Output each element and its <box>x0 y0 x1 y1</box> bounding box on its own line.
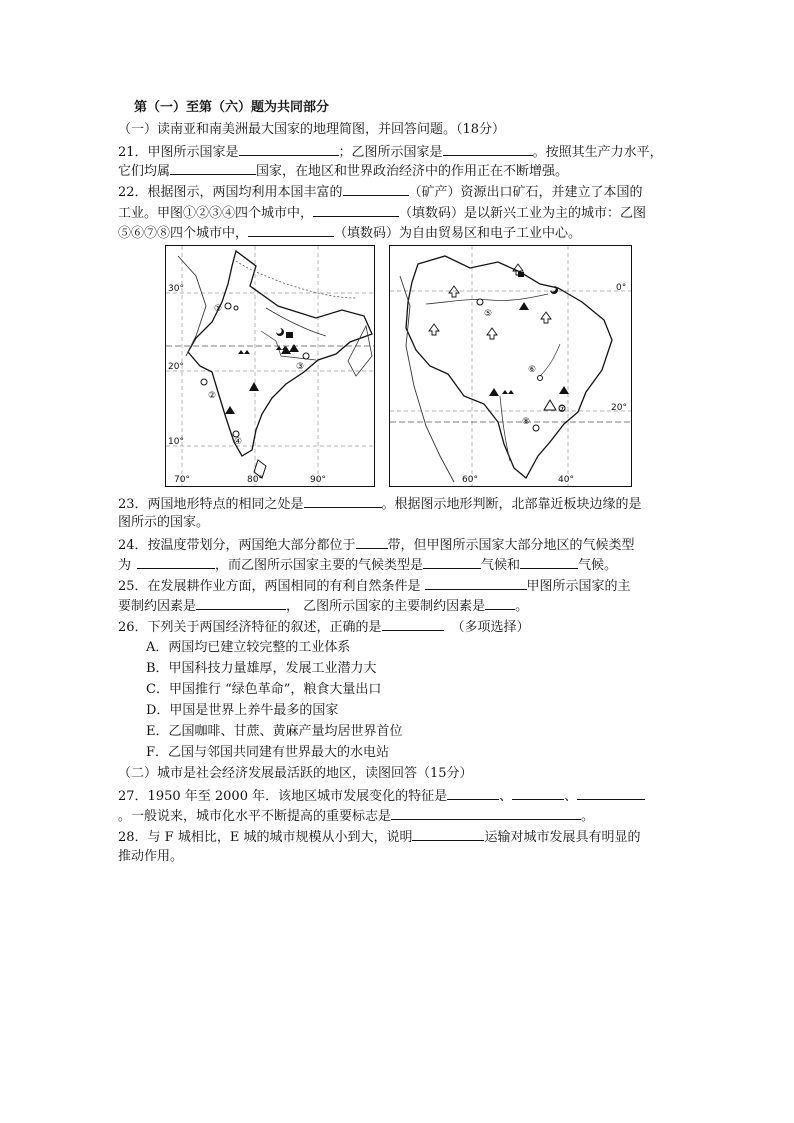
city-label-8: ⑧ <box>522 417 531 427</box>
coal-square-icon <box>518 272 524 277</box>
lon-label-40: 40° <box>558 475 574 485</box>
question-21-line1 <box>118 142 663 162</box>
q24-blank-climate-a[interactable] <box>137 555 215 569</box>
q27-text-a: 27．1950 年至 2000 年．该地区城市发展变化的特征是 <box>118 789 448 804</box>
q25-blank-factor-a[interactable] <box>196 596 286 610</box>
q26-note: （多项选择） <box>451 620 530 635</box>
q23-text-a: 23．两国地形特点的相同之处是 <box>118 497 304 512</box>
city-label-7: ⑦ <box>558 405 567 415</box>
q22-text-b: （矿产）资源出口矿石，并建立了本国的 <box>408 185 643 200</box>
question-24-line1 <box>118 535 635 555</box>
q26-option-b: B．甲国科技力量雄厚，发展工业潜力大 <box>146 661 377 676</box>
question-24-line2 <box>118 555 617 575</box>
q25-text-e: 。 <box>515 599 529 614</box>
city-8-marker <box>533 425 539 431</box>
q23-text-b: 。根据图示地形判断，北部靠近板块边缘的是 <box>381 497 642 512</box>
city-5-marker <box>477 299 483 305</box>
factory-icon <box>238 350 250 354</box>
lon-label-60: 60° <box>462 475 478 485</box>
q22-blank-mineral[interactable] <box>343 182 409 196</box>
q25-blank-condition[interactable] <box>425 576 527 590</box>
city-label-4: ④ <box>234 437 243 447</box>
q24-text-e: 气候和 <box>481 558 521 573</box>
city-label-1: ① <box>214 304 223 314</box>
factory-icon <box>502 390 514 394</box>
question-21-line2 <box>118 161 568 181</box>
q21-blank-country-type[interactable] <box>170 161 256 175</box>
lat-label-0: 0° <box>616 283 627 293</box>
brazil-outline <box>406 256 612 478</box>
question-25-line1 <box>118 576 631 596</box>
map-south-asia-drawing <box>166 246 374 486</box>
q22-text-a: 22．根据图示，两国均利用本国丰富的 <box>118 185 343 200</box>
lat-label-20: 20° <box>611 403 627 413</box>
q24-blank-climate-b2[interactable] <box>520 555 578 569</box>
city-label-2: ② <box>208 391 217 401</box>
q22-blank-city-a[interactable] <box>313 203 399 217</box>
q27-text-b: 。一般说来，城市化水平不断提高的重要标志是 <box>118 809 392 824</box>
mineral-triangle-icon <box>559 386 569 394</box>
city-label-5: ⑤ <box>484 309 493 319</box>
forest-icon <box>541 312 551 323</box>
q26-stem: 26．下列关于两国经济特征的叙述，正确的是 <box>118 620 382 635</box>
q24-text-c: 为 <box>118 558 132 573</box>
moon-icon <box>276 328 284 336</box>
mineral-triangle-icon <box>249 382 259 391</box>
city-dot-marker <box>234 306 238 310</box>
myanmar-coast <box>348 326 372 376</box>
lon-label-90: 90° <box>310 475 326 485</box>
q21-blank-country-a[interactable] <box>239 142 339 156</box>
q26-option-f: F．乙国与邻国共同建有世界最大的水电站 <box>146 745 390 760</box>
q25-text-c: 要制约因素是 <box>118 599 197 614</box>
q27-sep-2: 、 <box>564 789 578 804</box>
q22-text-d: （填数码）是以新兴工业为主的城市：乙图 <box>399 206 647 221</box>
map-south-asia <box>165 245 375 487</box>
himalaya-range <box>236 261 356 298</box>
q24-text-d: ，而乙图所示国家主要的气候类型是 <box>215 558 424 573</box>
q27-blank-indicator[interactable] <box>391 806 581 820</box>
q26-option-e: E．乙国咖啡、甘蔗、黄麻产量均居世界首位 <box>146 724 403 739</box>
map-south-america <box>389 245 632 487</box>
q24-text-f: 气候。 <box>578 558 618 573</box>
q24-blank-zone[interactable] <box>356 535 388 549</box>
city-2-marker <box>201 379 207 385</box>
q21-text-a: 21．甲图所示国家是 <box>118 145 239 160</box>
question-22-line3 <box>118 223 581 243</box>
part2-intro: （二）城市是社会经济发展最活跃的地区，读图回答（15分） <box>118 766 473 781</box>
section-heading: 第（一）至第（六）题为共同部分 <box>134 100 330 115</box>
q25-text-a: 25．在发展耕作业方面，两国相同的有利自然条件是 <box>118 579 421 594</box>
q22-text-f: （填数码）为自由贸易区和电子工业中心。 <box>334 226 582 241</box>
question-26-stem <box>118 617 530 637</box>
q22-text-c: 工业。甲图①②③④四个城市中， <box>118 206 314 221</box>
forest-icon <box>429 324 439 335</box>
river-parana <box>500 396 510 461</box>
q28-text-c: 推动作用。 <box>118 849 184 864</box>
question-28-line1 <box>118 827 640 847</box>
q25-text-d: ， 乙图所示国家的主要制约因素是 <box>286 599 486 614</box>
forest-icon <box>487 328 497 339</box>
part1-intro: （一）读南亚和南美洲最大国家的地理简图，并回答问题。（18分） <box>118 122 506 137</box>
q28-text-a: 28．与 F 城相比，E 城的城市规模从小到大，说明 <box>118 830 413 845</box>
q27-blank-feature-1[interactable] <box>447 786 499 800</box>
question-23-line1 <box>118 494 642 514</box>
q27-blank-feature-2[interactable] <box>512 786 564 800</box>
lon-label-80: 80° <box>247 475 263 485</box>
city-label-6: ⑥ <box>528 365 537 375</box>
lat-label-20: 20° <box>168 362 184 372</box>
q27-sep-1: 、 <box>499 789 513 804</box>
lon-label-70: 70° <box>174 475 190 485</box>
q28-text-b: 运输对城市发展具有明显的 <box>484 830 641 845</box>
q27-blank-feature-3[interactable] <box>577 786 645 800</box>
q25-text-b: 甲图所示国家的主 <box>526 579 631 594</box>
q28-blank-transport[interactable] <box>412 827 484 841</box>
q26-blank-answer[interactable] <box>382 617 444 631</box>
forest-icon <box>449 286 459 297</box>
question-22-line2 <box>118 203 646 223</box>
mineral-triangle-icon <box>489 388 499 396</box>
q26-option-c: C．甲国推行 “绿色革命”，粮食大量出口 <box>146 682 382 697</box>
q24-blank-climate-b1[interactable] <box>423 555 481 569</box>
q27-text-c: 。 <box>581 809 595 824</box>
mineral-triangle-icon <box>225 406 235 414</box>
mineral-triangle-icon <box>519 302 529 310</box>
river-sao-francisco <box>540 344 560 376</box>
map-south-america-drawing <box>390 246 631 486</box>
river-amazon <box>426 294 548 304</box>
q25-blank-factor-b[interactable] <box>485 596 515 610</box>
q24-text-b: 带，但甲图所示国家大部分地区的气候类型 <box>387 538 635 553</box>
question-22-line1 <box>118 182 643 202</box>
lat-label-10: 10° <box>168 437 184 447</box>
city-6-marker <box>538 376 543 381</box>
city-1-marker <box>225 303 231 309</box>
q21-text-c: 。按照其生产力水平， <box>532 145 663 160</box>
question-27-line1 <box>118 786 645 806</box>
q24-text-a: 24．按温度带划分，两国绝大部分都位于 <box>118 538 356 553</box>
q22-text-e: ⑤⑥⑦⑧四个城市中， <box>118 226 249 241</box>
q26-option-a: A．两国均已建立较完整的工业体系 <box>146 640 351 655</box>
question-23-line2 <box>118 514 209 532</box>
lat-label-30: 30° <box>168 284 184 294</box>
warning-triangle-icon <box>544 400 556 410</box>
city-label-3: ③ <box>296 362 305 372</box>
city-3-marker <box>303 353 309 359</box>
q21-text-b: ；乙图所示国家是 <box>338 145 443 160</box>
question-27-line2 <box>118 806 594 826</box>
q21-text-d: 它们均属 <box>118 164 171 179</box>
q22-blank-city-b[interactable] <box>248 223 334 237</box>
question-25-line2 <box>118 596 528 616</box>
q21-text-e: 国家，在地区和世界政治经济中的作用正在不断增强。 <box>256 164 569 179</box>
coal-square-icon <box>286 332 293 338</box>
q23-blank-terrain[interactable] <box>304 494 382 508</box>
mineral-triangle-icon <box>289 344 299 352</box>
q23-text-c: 图所示的国家。 <box>118 515 210 530</box>
q26-option-d: D．甲国是世界上养牛最多的国家 <box>146 703 339 718</box>
q21-blank-country-b[interactable] <box>443 142 533 156</box>
question-28-line2 <box>118 848 183 866</box>
